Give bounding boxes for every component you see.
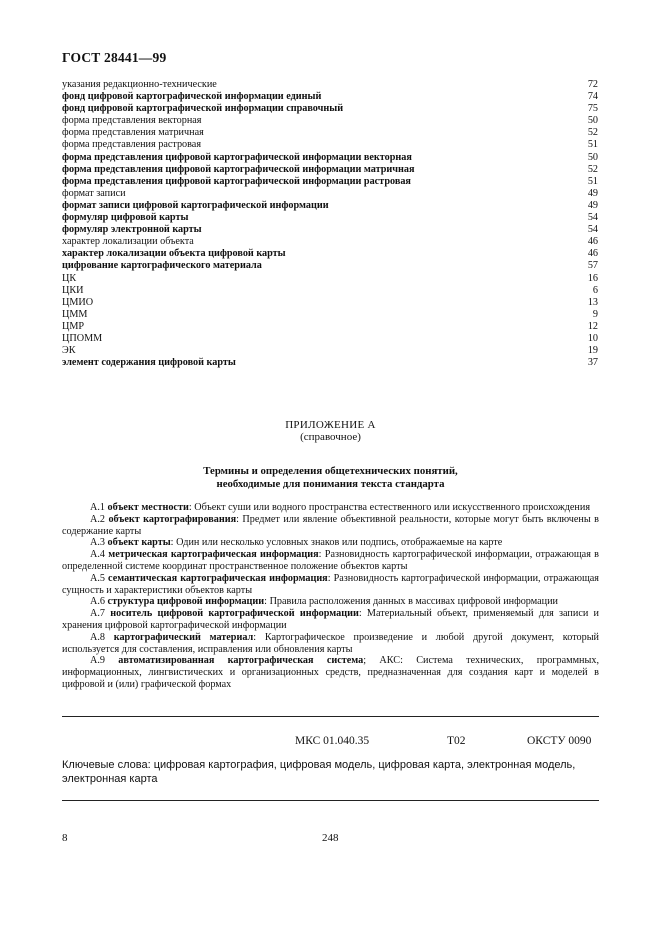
- index-term: фонд цифровой картографической информации справочный: [62, 103, 344, 115]
- index-page: 49: [587, 199, 598, 211]
- definition-text: Один или несколько условных знаков или подпись, отображаемые на карте: [173, 537, 503, 549]
- index-term: форма представления матричная: [62, 127, 204, 139]
- index-term: ЦММ: [62, 308, 88, 320]
- divider-top: [62, 716, 599, 717]
- definition-number: А.6: [90, 596, 105, 608]
- index-term: указания редакционно-технические: [62, 79, 217, 90]
- keywords: Ключевые слова: цифровая картография, цифровая модель, цифровая карта, электронная модель, электронная карта: [62, 759, 576, 785]
- index-page: 46: [587, 248, 598, 260]
- index-term: фонд цифровой картографической информации единый: [62, 91, 322, 103]
- index-page: 13: [587, 296, 598, 308]
- index-term: ЦМР: [62, 320, 85, 332]
- definition-item: [62, 596, 599, 608]
- index-page: 49: [587, 187, 598, 199]
- definition-separator: :: [327, 572, 331, 584]
- appendix-subtitle: (справочное): [300, 431, 361, 443]
- definition-text: Разновидность картографической информации, отражающая в определенной системе координат пространственное положение объектов карты: [62, 549, 599, 572]
- index-row: [62, 297, 598, 309]
- definition-term: автоматизированная картографическая система: [118, 655, 364, 667]
- definition-number: А.1: [90, 502, 105, 513]
- index-row: [62, 79, 598, 91]
- index-term: ЭК: [62, 345, 76, 357]
- definition-number: А.8: [90, 631, 105, 643]
- index-term: форма представления векторная: [62, 115, 202, 127]
- definition-item: [62, 502, 599, 514]
- index-row: [62, 188, 598, 200]
- index-page: 57: [587, 260, 598, 272]
- definitions-list: [62, 502, 599, 691]
- definition-term: метрическая картографическая информация: [108, 549, 319, 561]
- index-page: 6: [592, 284, 598, 296]
- definition-term: объект местности: [107, 502, 189, 513]
- definition-number: А.2: [90, 513, 105, 525]
- okstu-code: ОКСТУ 0090: [527, 735, 592, 747]
- index-row: [62, 248, 598, 260]
- definition-term: объект картографирования: [108, 513, 237, 525]
- index-page: 37: [587, 357, 598, 369]
- index-row: [62, 127, 598, 139]
- definition-number: А.7: [90, 608, 105, 620]
- term-index: [62, 79, 598, 369]
- index-row: [62, 152, 598, 164]
- definition-term: структура цифровой информации: [107, 596, 265, 608]
- index-page: 9: [592, 308, 598, 320]
- definition-text: АКС: Система технических, программных, информационных, лингвистических и организационных средств, предназначенная для создания карт и моделей в цифровой и (или) графической формах: [62, 655, 599, 690]
- definition-item: [62, 608, 599, 632]
- index-row: [62, 103, 598, 115]
- index-term: ЦК: [62, 272, 77, 284]
- index-row: [62, 164, 598, 176]
- index-term: формуляр электронной карты: [62, 224, 202, 236]
- index-row: [62, 273, 598, 285]
- definition-term: объект карты: [107, 537, 171, 549]
- index-row: [62, 115, 598, 127]
- definition-number: А.5: [90, 572, 105, 584]
- index-page: 54: [587, 212, 598, 224]
- definition-separator: :: [170, 537, 174, 549]
- index-row: [62, 176, 598, 188]
- index-term: ЦПОММ: [62, 332, 103, 344]
- mks-code: МКС 01.040.35: [295, 735, 370, 747]
- index-term: ЦКИ: [62, 284, 84, 296]
- definition-separator: :: [253, 631, 257, 643]
- definition-item: [62, 514, 599, 538]
- definition-number: А.4: [90, 549, 105, 561]
- definition-number: А.9: [90, 655, 105, 667]
- index-term: форма представления растровая: [62, 139, 202, 151]
- index-term: формуляр цифровой карты: [62, 212, 189, 224]
- definition-text: Разновидность картографической информации, отражающая сущность и характеристики объектов карты: [62, 572, 599, 596]
- appendix-title: ПРИЛОЖЕНИЕ А: [285, 419, 376, 431]
- document-header: ГОСТ 28441—99: [62, 50, 167, 65]
- index-row: [62, 309, 598, 321]
- index-term: цифрование картографического материала: [62, 260, 262, 272]
- index-row: [62, 357, 598, 369]
- index-term: форма представления цифровой картографической информации векторная: [62, 151, 412, 163]
- index-page: 12: [587, 320, 598, 332]
- definition-text: Картографическое произведение и любой другой документ, который используется для составления, исправления или обновления карты: [62, 631, 599, 655]
- index-term: характер локализации объекта: [62, 236, 194, 248]
- index-page: 52: [587, 163, 598, 175]
- index-term: характер локализации объекта цифровой карты: [62, 248, 286, 260]
- index-row: [62, 260, 598, 272]
- index-row: [62, 236, 598, 248]
- definition-item: [62, 655, 599, 690]
- definition-text: Объект суши или водного пространства естественного или искусственного происхождения: [191, 502, 591, 513]
- t02-code: Т02: [447, 735, 466, 747]
- index-page: 75: [587, 103, 598, 115]
- appendix-heading-line1: Термины и определения общетехнических понятий,: [203, 465, 458, 477]
- index-page: 16: [587, 272, 598, 284]
- definition-term: картографический материал: [113, 631, 254, 643]
- divider-bottom: [62, 800, 599, 801]
- definition-item: [62, 549, 599, 573]
- index-row: [62, 321, 598, 333]
- index-row: [62, 91, 598, 103]
- index-term: ЦМИО: [62, 296, 94, 308]
- index-row: [62, 345, 598, 357]
- definition-item: [62, 573, 599, 597]
- index-row: [62, 212, 598, 224]
- definition-separator: :: [236, 513, 239, 525]
- definition-separator: :: [188, 502, 192, 513]
- definition-text: Правила расположения данных в массивах цифровой информации: [267, 596, 558, 608]
- index-row: [62, 224, 598, 236]
- index-page: 50: [587, 115, 598, 127]
- index-term: формат записи: [62, 187, 126, 199]
- page-number-center: 248: [322, 832, 339, 844]
- index-page: 74: [587, 91, 598, 103]
- index-row: [62, 285, 598, 297]
- definition-separator: :: [318, 549, 322, 561]
- index-page: 50: [587, 151, 598, 163]
- definition-separator: ;: [363, 655, 367, 667]
- index-page: 10: [587, 332, 598, 344]
- definition-text: Предмет или явление объективной реальности, которые могут быть включены в содержание карты: [62, 513, 599, 537]
- index-page: 51: [587, 139, 598, 151]
- index-term: элемент содержания цифровой карты: [62, 357, 236, 369]
- index-row: [62, 200, 598, 212]
- index-page: 46: [587, 236, 598, 248]
- definition-number: А.3: [90, 537, 105, 549]
- appendix-heading-line2: необходимые для понимания текста стандарта: [216, 478, 445, 490]
- definition-item: [62, 632, 599, 656]
- index-page: 54: [587, 224, 598, 236]
- index-page: 19: [587, 345, 598, 357]
- index-row: [62, 333, 598, 345]
- definition-text: Материальный объект, применяемый для записи и хранения цифровой картографической информации: [62, 608, 599, 631]
- index-term: формат записи цифровой картографической информации: [62, 199, 329, 211]
- index-page: 72: [587, 79, 598, 90]
- definition-separator: :: [358, 608, 362, 620]
- index-row: [62, 139, 598, 151]
- index-page: 52: [587, 127, 598, 139]
- index-page: 51: [587, 175, 598, 187]
- definition-term: семантическая картографическая информация: [108, 572, 328, 584]
- index-term: форма представления цифровой картографической информации растровая: [62, 175, 411, 187]
- page-number-left: 8: [62, 832, 68, 844]
- index-term: форма представления цифровой картографической информации матричная: [62, 163, 415, 175]
- definition-item: [62, 537, 599, 549]
- definition-separator: :: [264, 596, 268, 608]
- definition-term: носитель цифровой картографической информации: [110, 608, 359, 620]
